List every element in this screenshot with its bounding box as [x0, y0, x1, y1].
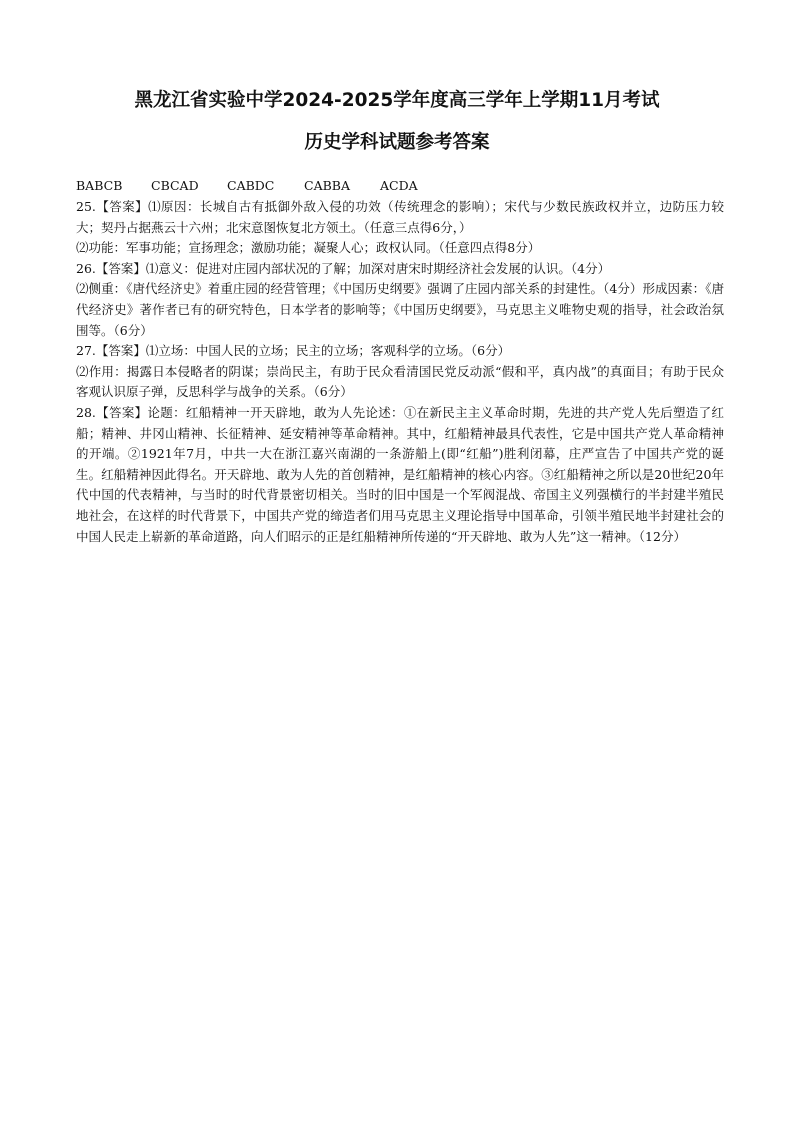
answer-paragraph: ⑵作用：揭露日本侵略者的阴谋；崇尚民主，有助于民众看清国民党反动派“假和平，真内战”的真面目；有助于民众客观认识原子弹，反思科学与战争的关系。（6分） — [76, 363, 724, 400]
answer-paragraph: 28.【答案】论题：红船精神一开天辟地，敢为人先论述：①在新民主主义革命时期，先进的共产党人先后塑造了红船；精神、井冈山精神、长征精神、延安精神等革命精神。其中，红船精神最具代表性，它是中国共产党人革命精神的开端。②1921年7月，中共一大在浙江嘉兴南湖的一条游船上(即“红船”)胜利闭幕，庄严宣告了中国共产党的诞生。红船精神因此得名。开天辟地、敢为人先的首创精神，是红船精神的核心内容。③红船精神之所以是20世纪20年代中国的代表精神，与当时的时代背景密切相关。当时的旧中国是一个军阀混战、帝国主义列强横行的半封建半殖民地社会，在这样的时代背景下，中国共产党的缔造者们用马克思主义理论指导中国革命，引领半殖民地半封建社会的中国人民走上崭新的革命道路，向人们昭示的正是红船精神所传递的“开天辟地、敢为人先”这一精神。（12分） — [76, 404, 724, 544]
answer-body — [76, 197, 724, 547]
answer-paragraph: 25.【答案】⑴原因：长城自古有抵御外敌入侵的功效（传统理念的影响）；宋代与少数民族政权并立，边防压力较大；契丹占据燕云十六州；北宋意图恢复北方领土。（任意三点得6分，） — [76, 199, 724, 235]
choice-answer-group: CABDC — [227, 178, 275, 193]
answer-paragraph: ⑵侧重：《唐代经济史》着重庄园的经营管理；《中国历史纲要》强调了庄园内部关系的封建性。（4分）形成因素：《唐代经济史》著作者已有的研究特色，日本学者的影响等；《中国历史纲要》，马克思主义唯物史观的指导，社会政治氛围等。（6分） — [76, 281, 724, 338]
choice-answer-group: CBCAD — [151, 178, 199, 193]
choice-answer-group: CABBA — [304, 178, 350, 193]
answer-paragraph: 26.【答案】⑴意义：促进对庄园内部状况的了解；加深对唐宋时期经济社会发展的认识。（4分） — [76, 260, 611, 276]
choice-answer-group: BABCB — [76, 178, 123, 193]
answer-paragraph: ⑵功能：军事功能；宣扬理念；激励功能；凝聚人心；政权认同。（任意四点得8分） — [76, 240, 541, 256]
answer-paragraph: 27.【答案】⑴立场：中国人民的立场；民主的立场；客观科学的立场。（6分） — [76, 343, 511, 359]
page-title: 黑龙江省实验中学2024-2025学年度高三学年上学期11月考试 — [134, 90, 660, 111]
page-subtitle: 历史学科试题参考答案 — [304, 132, 490, 153]
choice-answer-group: ACDA — [380, 178, 418, 193]
